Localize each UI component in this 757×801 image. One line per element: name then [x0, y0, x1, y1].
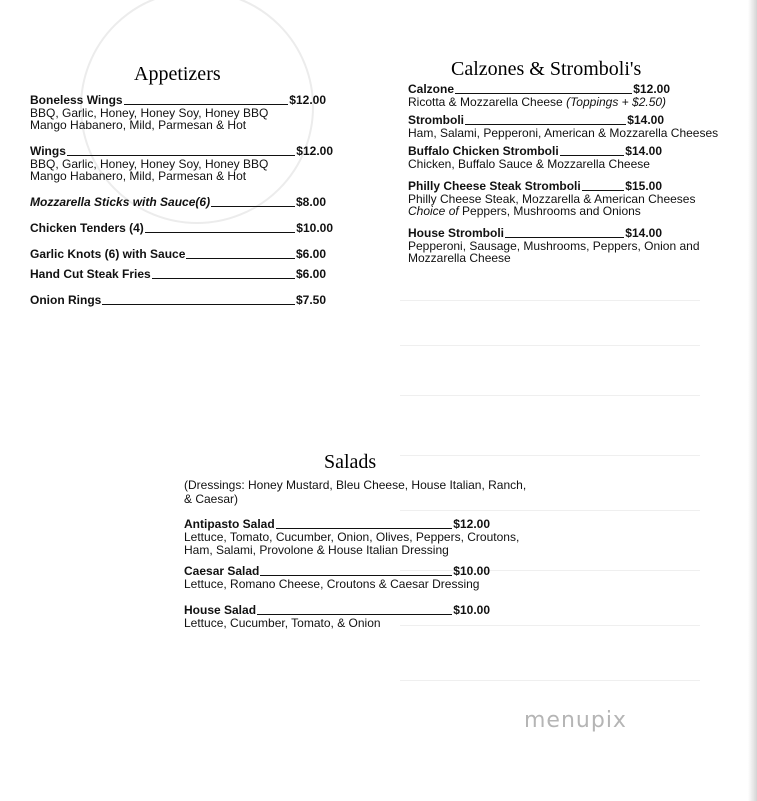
item-description [408, 205, 662, 217]
item-description: Philly Cheese Steak, Mozzarella & American Cheeses [408, 192, 696, 206]
item-price: $14.00 [625, 226, 662, 240]
calzones-column [408, 82, 719, 265]
item-name: Buffalo Chicken Stromboli [408, 144, 559, 158]
item-description: Lettuce, Romano Cheese, Croutons & Caesar Dressing [184, 577, 480, 591]
item-description: Ham, Salami, Provolone & House Italian Dressing [184, 543, 449, 557]
menu-item [408, 113, 719, 140]
item-price: $10.00 [453, 603, 490, 617]
item-name: Antipasto Salad [184, 517, 275, 531]
item-price: $15.00 [625, 179, 662, 193]
menu-item [30, 145, 333, 182]
item-name: Calzone [408, 82, 455, 96]
item-price: $8.00 [295, 195, 326, 209]
item-description: Lettuce, Cucumber, Tomato, & Onion [184, 616, 381, 630]
toppings-note: (Toppings + $2.50) [566, 95, 667, 109]
item-description: Chicken, Buffalo Sauce & Mozzarella Cheese [408, 157, 650, 171]
item-description: Mango Habanero, Mild, Parmesan & Hot [30, 169, 247, 183]
menu-item [30, 196, 326, 209]
dressings-note: (Dressings: Honey Mustard, Bleu Cheese, House Italian, Ranch, [184, 478, 527, 492]
item-name: Caesar Salad [184, 564, 260, 578]
item-price: $12.00 [289, 93, 326, 107]
item-name: Chicken Tenders (4) [30, 221, 144, 235]
ghost-rule [400, 455, 700, 456]
dressings-note: & Caesar) [184, 492, 239, 506]
calzones-heading: Calzones & Stromboli's [451, 58, 642, 80]
item-description: BBQ, Garlic, Honey, Honey Soy, Honey BBQ [30, 157, 269, 171]
salads-heading: Salads [324, 451, 377, 473]
item-description: BBQ, Garlic, Honey, Honey Soy, Honey BBQ [30, 106, 269, 120]
item-description: Pepperoni, Sausage, Mushrooms, Peppers, Onion and [408, 239, 700, 253]
item-price: $6.00 [295, 267, 326, 281]
menu-item [30, 268, 326, 281]
page-edge-shadow [748, 0, 757, 801]
item-price: $10.00 [296, 221, 333, 235]
item-description: Lettuce, Tomato, Cucumber, Onion, Olives, Peppers, Croutons, [184, 530, 520, 544]
ghost-text [40, 315, 50, 349]
item-description: Ham, Salami, Pepperoni, American & Mozzarella Cheeses [408, 126, 719, 140]
item-description: Mozzarella Cheese [408, 251, 511, 265]
item-price: $12.00 [296, 144, 333, 158]
appetizers-heading: Appetizers [134, 63, 221, 85]
menu-item [408, 179, 696, 218]
item-price: $6.00 [295, 247, 326, 261]
item-price: $14.00 [625, 144, 662, 158]
item-name: Wings [30, 144, 66, 158]
menu-item [30, 94, 326, 131]
choice-label: Choice of [408, 204, 459, 218]
item-price: $7.50 [295, 293, 326, 307]
item-name: Hand Cut Steak Fries [30, 267, 151, 281]
menu-item [408, 226, 700, 265]
item-name: Stromboli [408, 113, 464, 127]
menu-item [30, 294, 326, 307]
item-description [408, 96, 670, 108]
salads-column [184, 478, 544, 629]
item-description: Mango Habanero, Mild, Parmesan & Hot [30, 118, 247, 132]
menupix-watermark: menupix [524, 708, 627, 733]
item-name: Garlic Knots (6) with Sauce [30, 247, 186, 261]
menu-item [408, 83, 670, 108]
menu-item [30, 248, 326, 261]
item-price: $12.00 [453, 517, 490, 531]
item-name: Onion Rings [30, 293, 102, 307]
choice-text: Peppers, Mushrooms and Onions [462, 204, 641, 218]
item-price: $10.00 [453, 564, 490, 578]
item-name: Boneless Wings [30, 93, 123, 107]
ghost-rule [400, 395, 700, 396]
ghost-rule [400, 300, 700, 301]
menu-item [184, 517, 520, 557]
item-price: $12.00 [633, 82, 670, 96]
ghost-rule [400, 345, 700, 346]
item-price: $14.00 [627, 113, 664, 127]
item-name: Philly Cheese Steak Stromboli [408, 179, 581, 193]
appetizers-column [30, 93, 333, 307]
ghost-rule [400, 680, 700, 681]
menu-item [184, 565, 490, 590]
item-name: House Salad [184, 603, 257, 617]
item-name: Mozzarella Sticks with Sauce(6) [30, 195, 211, 209]
menu-item [30, 222, 333, 235]
item-name: House Stromboli [408, 226, 505, 240]
menu-item [408, 145, 662, 170]
menu-item [184, 604, 490, 629]
item-description-text: Ricotta & Mozzarella Cheese [408, 95, 563, 109]
